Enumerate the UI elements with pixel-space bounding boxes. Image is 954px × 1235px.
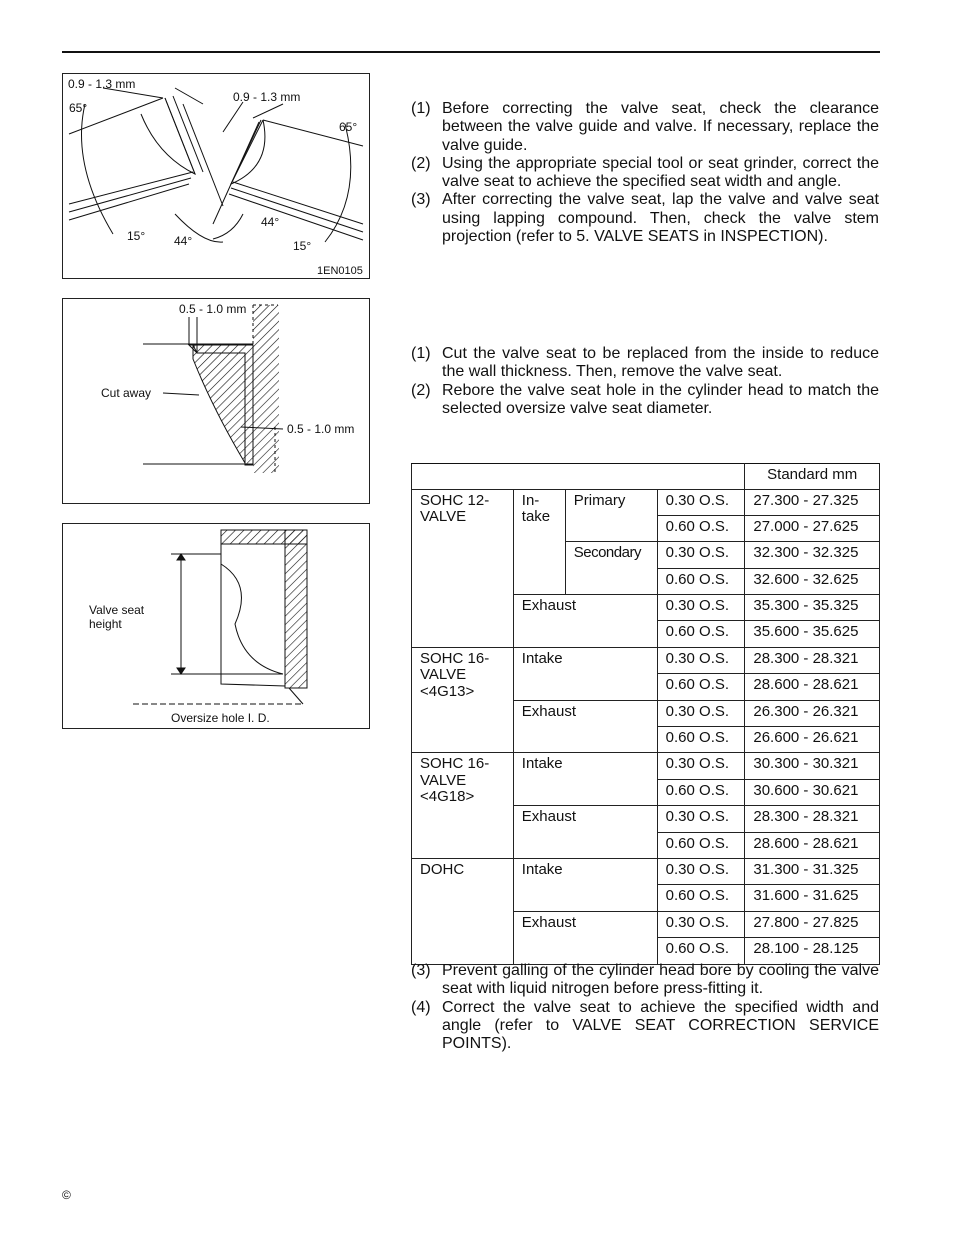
cut-away-label: Cut away — [101, 386, 152, 400]
engine-cell: DOHC — [412, 858, 514, 964]
table-row: 0.60 O.S. 27.000 - 27.625 — [412, 515, 880, 541]
figure-valve-seat-height — [62, 523, 370, 729]
primary-cell: Primary — [565, 489, 657, 542]
exhaust-cell: Exhaust — [513, 595, 657, 648]
table-row: 0.60 O.S. 31.600 - 31.625 — [412, 885, 880, 911]
table-row: SOHC 16-VALVE <4G13> Intake 0.30 O.S. 28.300 - 28.321 — [412, 647, 880, 673]
replacement-steps-b — [411, 962, 879, 1053]
list-item: (1) Before correcting the valve seat, check the clearance between the valve guide and valve. If necessary, replace the valve guide. — [411, 100, 879, 154]
dim-label-left: 0.9 - 1.3 mm — [68, 77, 136, 91]
list-item: (4) Correct the valve seat to achieve the specified width and angle (refer to VALVE SEAT CORRECTION SERVICE POINTS). — [411, 998, 879, 1053]
copyright-mark: © — [62, 1188, 71, 1202]
table-row: Exhaust 0.30 O.S. 27.800 - 27.825 — [412, 911, 880, 937]
dim-label-top: 0.5 - 1.0 mm — [179, 302, 247, 316]
engine-cell: SOHC 12-VALVE — [412, 489, 514, 647]
table-row: DOHC Intake 0.30 O.S. 31.300 - 31.325 — [412, 858, 880, 884]
exhaust-cell: Exhaust — [513, 806, 657, 859]
table-row: Exhaust 0.30 O.S. 35.300 - 35.325 — [412, 595, 880, 621]
angle-15-left: 15° — [127, 229, 146, 243]
header-standard-mm: Standard mm — [745, 464, 880, 490]
list-item: (1) Cut the valve seat to be replaced from the inside to reduce the wall thickness. Then, remove the valve seat. — [411, 345, 879, 381]
table-row: 0.60 O.S. 26.600 - 26.621 — [412, 727, 880, 753]
table-row: Exhaust 0.30 O.S. 28.300 - 28.321 — [412, 806, 880, 832]
table-row: 0.60 O.S. 28.600 - 28.621 — [412, 832, 880, 858]
angle-65-left: 65° — [69, 101, 88, 115]
figure-code: 1EN0105 — [317, 265, 363, 277]
table-header-row — [412, 464, 880, 490]
list-item: (2) Rebore the valve seat hole in the cylinder head to match the selected oversize valve seat diameter. — [411, 381, 879, 417]
replacement-steps-a — [411, 345, 879, 418]
figure-valve-seat-removal — [62, 298, 370, 504]
list-item: (2) Using the appropriate special tool or seat grinder, correct the valve seat to achieve the specified seat width and angle. — [411, 154, 879, 191]
oversize-valve-seat-table — [411, 463, 880, 965]
height-label-line2: height — [89, 617, 122, 631]
dim-label-right: 0.9 - 1.3 mm — [233, 90, 301, 104]
valve-seat-removal-diagram — [63, 299, 369, 503]
angle-65-right: 65° — [339, 120, 358, 134]
table-row: SOHC 16-VALVE <4G18> Intake 0.30 O.S. 30.300 - 30.321 — [412, 753, 880, 779]
table-row: 0.60 O.S. 28.600 - 28.621 — [412, 674, 880, 700]
table-row: SOHC 12-VALVE In- take Primary 0.30 O.S. 27.300 - 27.325 — [412, 489, 880, 515]
list-item: (3) After correcting the valve seat, lap the valve and valve seat using lapping compound. Then, check the valve stem projection (refer to 5. VALVE SEATS in INSPECTION). — [411, 191, 879, 246]
angle-44-right: 44° — [261, 215, 280, 229]
table-row: 0.60 O.S. 28.100 - 28.125 — [412, 938, 880, 964]
correction-steps — [411, 100, 879, 246]
valve-seat-angle-diagram — [63, 74, 369, 278]
table-row: 0.60 O.S. 32.600 - 32.625 — [412, 568, 880, 594]
oversize-hole-label: Oversize hole I. D. — [171, 711, 270, 725]
exhaust-cell: Exhaust — [513, 700, 657, 753]
valve-seat-height-diagram — [63, 524, 369, 728]
dim-label-right: 0.5 - 1.0 mm — [287, 422, 355, 436]
header-rule — [62, 51, 880, 53]
intake-cell: In- take — [513, 489, 565, 595]
engine-cell: SOHC 16-VALVE <4G13> — [412, 647, 514, 753]
intake-cell: Intake — [513, 753, 657, 806]
intake-cell: Intake — [513, 647, 657, 700]
figure-valve-seat-angles — [62, 73, 370, 279]
list-item: (3) Prevent galling of the cylinder head bore by cooling the valve seat with liquid nitrogen before press-fitting it. — [411, 962, 879, 998]
table-row: Exhaust 0.30 O.S. 26.300 - 26.321 — [412, 700, 880, 726]
table-row: 0.60 O.S. 30.600 - 30.621 — [412, 779, 880, 805]
intake-cell: Intake — [513, 858, 657, 911]
angle-44-left: 44° — [174, 234, 193, 248]
angle-15-right: 15° — [293, 239, 312, 253]
engine-cell: SOHC 16-VALVE <4G18> — [412, 753, 514, 859]
exhaust-cell: Exhaust — [513, 911, 657, 964]
secondary-cell: Secondary — [565, 542, 657, 595]
table-row: 0.60 O.S. 35.600 - 35.625 — [412, 621, 880, 647]
table-row: Secondary 0.30 O.S. 32.300 - 32.325 — [412, 542, 880, 568]
height-label-line1: Valve seat — [89, 603, 145, 617]
